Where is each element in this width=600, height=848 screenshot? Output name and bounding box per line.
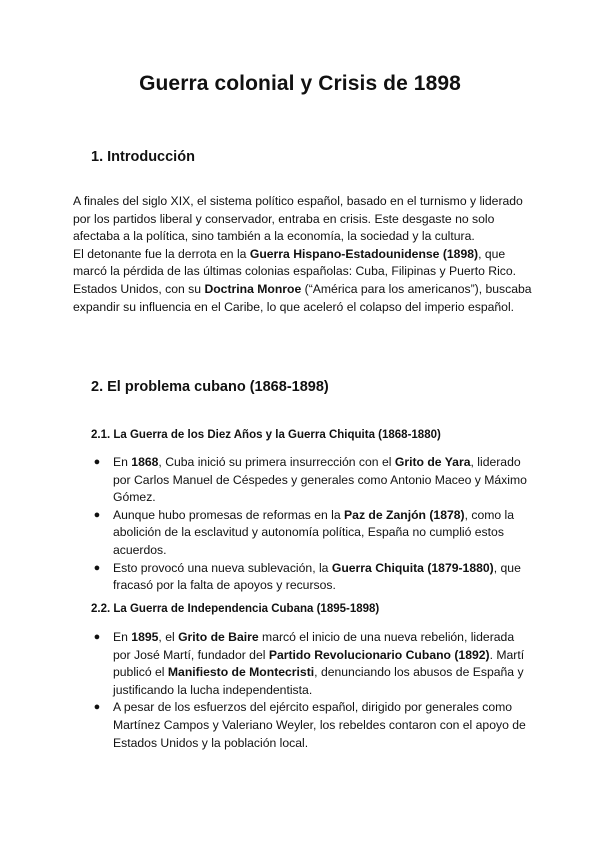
bullet-icon: ● [93,456,101,468]
bullet-icon: ● [93,561,101,574]
subsection-2-2-list [91,629,531,752]
section-1-body [73,193,533,316]
bullet-icon: ● [93,631,101,643]
document-title: Guerra colonial y Crisis de 1898 [139,72,461,95]
section-1-heading: 1. Introducción [91,149,195,165]
list-item: ● En 1868, Cuba inició su primera insurrección con el Grito de Yara, liderado por Carlos Manuel de Céspedes y generales como Antonio Maceo y Máximo Gómez. [91,454,531,507]
list-item: ● Aunque hubo promesas de reformas en la Paz de Zanjón (1878), como la abolición de la esclavitud y autonomía política, España no cumplió estos acuerdos. [91,507,531,560]
intro-paragraph-2: El detonante fue la derrota en la Guerra Hispano-Estadounidense (1898), que marcó la pérdida de las últimas colonias españolas: Cuba, Filipinas y Puerto Rico. Estados Unidos, con su Doctrina Monroe (“América para los americanos”), buscaba expandir su influencia en el Caribe, lo que aceleró el colapso del imperio español. [73,246,532,314]
subsection-2-2-heading: 2.2. La Guerra de Independencia Cubana (1895-1898) [91,603,380,615]
section-2-heading: 2. El problema cubano (1868-1898) [91,379,329,395]
list-item: ● En 1895, el Grito de Baire marcó el inicio de una nueva rebelión, liderada por José Martí, fundador del Partido Revolucionario Cubano (1892). Martí publicó el Manifiesto de Montecristi, denunciando los abusos de España y justificando la lucha independentista. [91,629,531,699]
list-item: ● A pesar de los esfuerzos del ejército español, dirigido por generales como Martínez Campos y Valeriano Weyler, los rebeldes contaron con el apoyo de Estados Unidos y la población local. [91,699,531,752]
subsection-2-1-heading: 2.1. La Guerra de los Diez Años y la Guerra Chiquita (1868-1880) [91,429,441,441]
list-item: ● Esto provocó una nueva sublevación, la Guerra Chiquita (1879-1880), que fracasó por la falta de apoyos y recursos. [91,560,531,595]
bullet-icon: ● [93,701,101,714]
bullet-icon: ● [93,508,101,521]
intro-paragraph-1: A finales del siglo XIX, el sistema político español, basado en el turnismo y liderado por los partidos liberal y conservador, entraba en crisis. Este desgaste no solo afectaba a la política, sino también a la economía, la sociedad y la cultura. [73,194,523,244]
subsection-2-1-list [91,454,531,595]
